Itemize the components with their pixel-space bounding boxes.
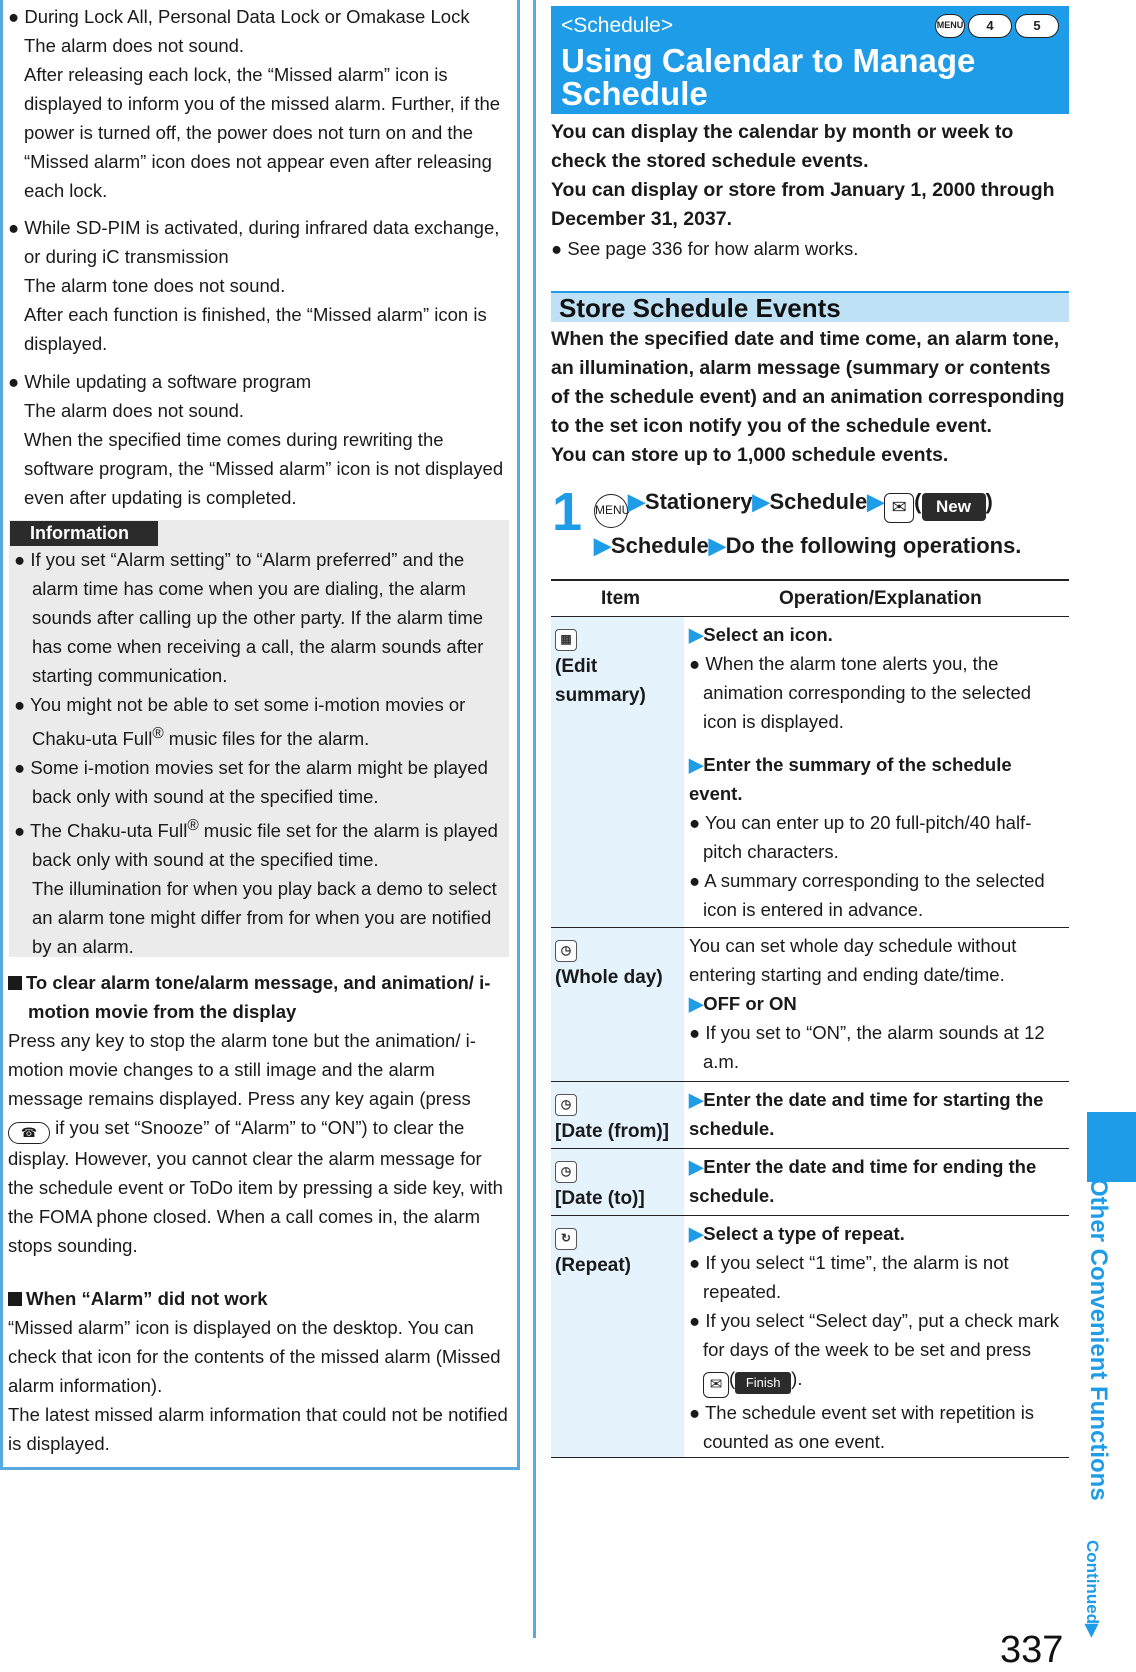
section-title: Store Schedule Events [559,293,841,323]
repeat-icon: ↻ [555,1228,577,1250]
calendar-icon: ▦ [555,629,577,651]
item-label: (Edit summary) [555,656,646,706]
table-row: ◷ (Whole day) You can set whole day schedule without entering starting and ending date/time. ▶OFF or ON ● If you set to “ON”, the alarm sounds at 12 a.m. [551,928,1069,1082]
table-row: ↻ (Repeat) ▶Select a type of repeat. ● If you select “1 time”, the alarm is not repeated. ● If you select “Select day”, put a check mark for days of the week to be set and press ✉ ( Finish ). ● The schedule event set with repetition is counted as one event. [551,1216,1069,1458]
mail-key-icon: ✉ [703,1372,729,1398]
section-alarm-did-not-work: When “Alarm” did not work “Missed alarm” icon is displayed on the desktop. You can check that icon for the contents of the missed alarm (Missed alarm information). The latest missed alarm information that could not be notified is displayed. [8,1288,508,1454]
page-header [551,6,1069,114]
column-divider [533,0,536,1638]
continued-label: Continued▶ [1083,1540,1102,1638]
column-header-item: Item [601,588,641,609]
note-sdpim: ● While SD-PIM is activated, during infrared data exchange, or during iC transmission The alarm tone does not sound. After each function is finished, the “Missed alarm” icon is displayed. [8,217,500,354]
menu-key-icon: MENU [935,14,965,38]
square-bullet-icon [8,1292,22,1306]
section-bar [551,291,1069,322]
note-lock: ● During Lock All, Personal Data Lock or Omakase Lock The alarm does not sound. After releasing each lock, the “Missed alarm” icon is displayed to inform you of the missed alarm. Further, if the power is turned off, the power does not turn on and the “Missed alarm” icon does not appear even after releasing each lock. [8,6,501,201]
note-software-update: ● While updating a software program The alarm does not sound. When the specified time comes during rewriting the software program, the “Missed alarm” icon is not displayed even after updating is completed. [8,371,504,508]
column-header-operation: Operation/Explanation [779,588,982,609]
finish-softkey-icon: Finish [735,1372,791,1394]
item-label: [Date (to)] [555,1188,645,1209]
key-4-icon: 4 [968,14,1012,38]
clock-icon: ◷ [555,1161,577,1183]
table-header [551,579,1069,617]
item-label: [Date (from)] [555,1121,669,1142]
section-clear-alarm: To clear alarm tone/alarm message, and animation/ i-motion movie from the display Press any key to stop the alarm tone but the animation/ i-motion movie changes to a still image and the alarm message remains displayed. Press any key again (press ☎ if you set “Snooze” of “Alarm” to “ON”) to clear the display. However, you cannot clear the alarm message for the schedule event or ToDo item by pressing a side key, with the FOMA phone closed. When a call comes in, the alarm stops sounding. [8,972,503,1256]
information-label: Information [10,521,158,546]
arrow-right-icon: ▶ [1083,1624,1102,1638]
section-intro: When the specified date and time come, an alarm tone, an illumination, alarm message (summary or contents of the schedule event) and an animation corresponding to the set icon notify you of the schedule event. You can store up to 1,000 schedule events. [551,328,1065,466]
table-row: ▦ (Edit summary) ▶Select an icon. ● When the alarm tone alerts you, the animation corresponding to the selected icon is displayed. ▶Enter the summary of the schedule event. ● You can enter up to 20 full-pitch/40 half-pitch characters. ● A summary corresponding to the selected icon is entered in advance. [551,617,1069,928]
heading-clear-alarm: To clear alarm tone/alarm message, and animation/ i-motion movie from the display [26,972,491,1022]
chapter-label: Other Convenient Functions [1085,1178,1112,1501]
step-instructions: MENU▶Stationery▶Schedule▶ ✉ ( New ) ▶Schedule▶Do the following operations. [594,489,1022,558]
header-tag: <Schedule> [561,14,674,37]
menu-key-icon: MENU [594,494,628,528]
clock-icon: ◷ [555,1094,577,1116]
square-bullet-icon [8,976,22,990]
page-title: Using Calendar to Manage Schedule [561,42,976,112]
page-number: 337 [1000,1629,1064,1671]
item-label: (Whole day) [555,967,663,988]
item-label: (Repeat) [555,1255,632,1276]
information-text: ● If you set “Alarm setting” to “Alarm preferred” and the alarm time has come when you are dialing, the alarm sounds after calling up the other party. If the alarm time has come when receiving a call, the alarm sounds after starting communication. ● You might not be able to set some i-motion movies or Chaku-uta Full® music files for the alarm. ● Some i-motion movies set for the alarm might be played back only with sound at the specified time. ● The Chaku-uta Full® music file set for the alarm is played back only with sound at the specified time. The illumination for when you play back a demo to select an alarm tone might differ from for when you are notified by an alarm. [14,549,498,958]
shortcut-keys [935,14,1059,38]
phone-key-icon: ☎ [8,1122,50,1144]
key-5-icon: 5 [1015,14,1059,38]
whole-day-clock-icon: ◷ [555,940,577,962]
step-number: 1 [552,482,583,542]
new-softkey-icon: New [922,493,986,521]
chapter-tab [1087,1112,1136,1182]
heading-alarm-did-not-work: When “Alarm” did not work [26,1288,268,1309]
table-row: ◷ [Date (from)] ▶Enter the date and time for starting the schedule. [551,1082,1069,1149]
intro-text: You can display the calendar by month or week to check the stored schedule events. You can display or store from January 1, 2000 through December 31, 2037. ● See page 336 for how alarm works. [551,121,1055,259]
table-row: ◷ [Date (to)] ▶Enter the date and time for ending the schedule. [551,1149,1069,1216]
mail-key-icon: ✉ [884,493,914,523]
